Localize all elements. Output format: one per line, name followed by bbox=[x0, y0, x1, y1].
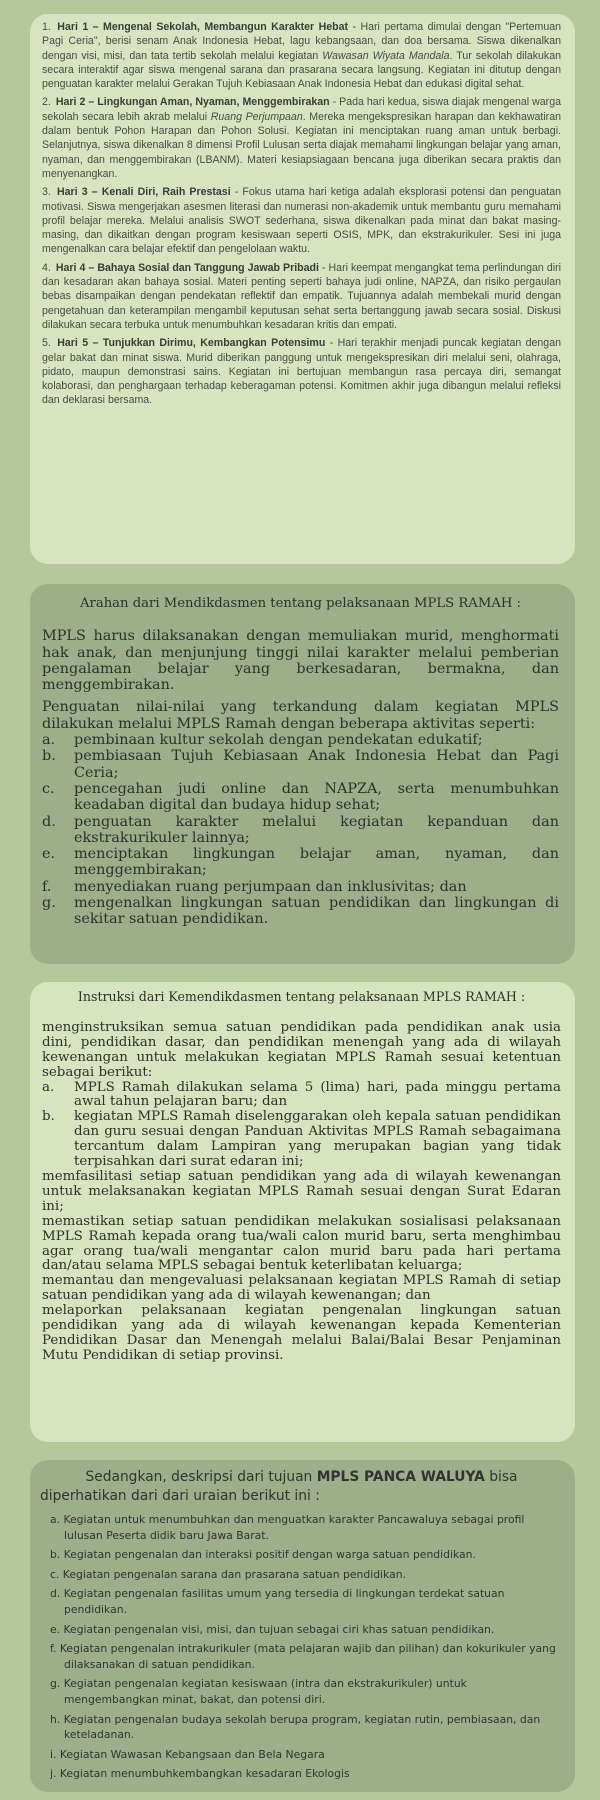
list-item: e. menciptakan lingkungan belajar aman, nyaman, dan menggembirakan; bbox=[42, 846, 559, 879]
list-item: j. Kegiatan menumbuhkembangkan kesadaran Ekologis bbox=[50, 1767, 350, 1781]
list-item: b. Kegiatan pengenalan dan interaksi positif dengan warga satuan pendidikan. bbox=[50, 1548, 476, 1562]
program-name: MPLS PANCA WALUYA bbox=[316, 1469, 485, 1485]
day-title: Hari 1 – Mengenal Sekolah, Membangun Karakter Hebat bbox=[57, 21, 349, 33]
day-title: Hari 4 – Bahaya Sosial dan Tanggung Jawab Pribadi bbox=[55, 261, 319, 274]
list-item: c. Kegiatan pengenalan sarana dan prasarana satuan pendidikan. bbox=[50, 1567, 407, 1581]
list-item: a. Kegiatan untuk menumbuhkan dan menguatkan karakter Pancawaluya sebagai profil lulusan Peserta didik baru Jawa Barat. bbox=[50, 1513, 525, 1542]
list-item: 3. Hari 3 – Kenali Diri, Raih Prestasi - Fokus utama hari ketiga adalah eksplorasi potensi dan penguatan motivasi. Siswa mengerjakan asesmen literasi dan numerasi non-akademik untuk membantu guru memahami profil belajar mereka. Melalui analisis SWOT sederhana, siswa dikenalkan pada minat dan bakat masing-masing, dan dikaitkan dengan program kesiswaan seperti OSIS, MPK, dan ekstrakurikuler. Sesi ini juga mengenalkan cara belajar efektif dan pengelolaan waktu. bbox=[42, 186, 561, 256]
list-item: b. kegiatan MPLS Ramah diselenggarakan oleh kepala satuan pendidikan dan guru sesuai dengan Panduan Aktivitas MPLS Ramah sebagaimana tercantum dalam Lampiran yang merupakan bagian yang tidak terpisahkan dari surat edaran ini; bbox=[42, 1109, 561, 1170]
day-title: Hari 2 – Lingkungan Aman, Nyaman, Menggembirakan bbox=[55, 96, 330, 109]
day-list bbox=[42, 20, 561, 408]
list-item: b. pembiasaan Tujuh Kebiasaan Anak Indonesia Hebat dan Pagi Ceria; bbox=[42, 748, 559, 781]
paragraph: MPLS harus dilaksanakan dengan memuliakan murid, menghormati hak anak, dan menjunjung tinggi nilai karakter melalui pemberian pengalaman belajar yang berkesadaran, bermakna, dan menggembirakan. bbox=[42, 628, 559, 694]
card-heading: Arahan dari Mendikdasmen tentang pelaksanaan MPLS RAMAH : bbox=[80, 596, 521, 611]
list-item: 4. Hari 4 – Bahaya Sosial dan Tanggung Jawab Pribadi - Hari keempat mengangkat tema perlindungan diri dan kesadaran akan bahaya sosial. Materi penting seperti bahaya judi online, NAPZA, dan risiko pergaulan bebas disampaikan dengan pendekatan reflektif dan empatik. Tujuannya adalah membekali murid dengan pengetahuan dan keterampilan mengambil keputusan sehat serta bertanggung jawab secara sosial. Diskusi dilakukan secara terbuka untuk menumbuhkan kesadaran kritis dan empati. bbox=[42, 261, 561, 331]
mendikdasmen-directives-card bbox=[30, 584, 575, 964]
paragraph: Penguatan nilai-nilai yang terkandung dalam kegiatan MPLS dilakukan melalui MPLS Ramah dengan beberapa aktivitas seperti: bbox=[42, 699, 559, 732]
kemendikdasmen-instructions-card bbox=[30, 982, 575, 1442]
five-days-program-card bbox=[30, 14, 575, 564]
panca-waluya-card bbox=[30, 1460, 575, 1792]
list-item: a. pembinaan kultur sekolah dengan pendekatan edukatif; bbox=[42, 732, 483, 749]
list-item: f. Kegiatan pengenalan intrakurikuler (mata pelajaran wajib dan pilihan) dan kokurikuler yang dilaksanakan di satuan pendidikan. bbox=[50, 1642, 556, 1671]
list-item: g. Kegiatan pengenalan kegiatan kesiswaan (intra dan ekstrakurikuler) untuk mengembangkan minat, bakat, dan potensi diri. bbox=[50, 1677, 467, 1706]
list-item: c. pencegahan judi online dan NAPZA, serta menumbuhkan keadaban digital dan budaya hidup sehat; bbox=[42, 780, 559, 814]
list-item: 2. Hari 2 – Lingkungan Aman, Nyaman, Menggembirakan - Pada hari kedua, siswa diajak mengenal warga sekolah secara lebih akrab melalui Ruang Perjumpaan. Mereka mengekspresikan harapan dan kekhawatiran dalam bentuk Pohon Harapan dan Pohon Solusi. Kegiatan ini menciptakan ruang aman untuk berbagi. Selanjutnya, siswa dikenalkan 8 dimensi Profil Lulusan serta diajak memahami lingkungan belajar yang aman, nyaman, dan menggembirakan (LBANM). Materi kesiapsiagaan bencana juga diberikan secara praktis dan menyenangkan. bbox=[42, 96, 561, 180]
list-item: f. menyediakan ruang perjumpaan dan inklusivitas; dan bbox=[42, 878, 467, 895]
paragraph: memfasilitasi setiap satuan pendidikan yang ada di wilayah kewenangan untuk melaksanakan kegiatan MPLS Ramah sesuai dengan Surat Edaran ini; bbox=[42, 1168, 561, 1214]
goal-list bbox=[40, 1512, 563, 1782]
list-item: 5. Hari 5 – Tunjukkan Dirimu, Kembangkan Potensimu - Hari terakhir menjadi puncak kegiatan dengan gelar bakat dan minat siswa. Murid diberikan panggung untuk mengekspresikan diri melalui seni, olahraga, pidato, maupun demonstrasi sains. Kegiatan ini bertujuan membangun rasa percaya diri, semangat kolaborasi, dan penghargaan terhadap keberagaman potensi. Komitmen akhir juga dibangun melalui refleksi dan deklarasi bersama. bbox=[42, 337, 561, 407]
paragraph: melaporkan pelaksanaan kegiatan pengenalan lingkungan satuan pendidikan yang ada di wilayah kewenangan kepada Kementerian Pendidikan Dasar dan Menengah melalui Balai/Balai Besar Penjaminan Mutu Pendidikan di setiap provinsi. bbox=[42, 1303, 561, 1363]
paragraph: memastikan setiap satuan pendidikan melakukan sosialisasi pelaksanaan MPLS Ramah kepada orang tua/wali calon murid baru, serta menghimbau agar orang tua/wali mengantar calon murid baru pada hari pertama dan/atau selama MPLS sebagai bentuk keterlibatan keluarga; bbox=[42, 1213, 561, 1274]
day-title: Hari 5 – Tunjukkan Dirimu, Kembangkan Potensimu bbox=[57, 337, 326, 350]
list-item: a. MPLS Ramah dilakukan selama 5 (lima) hari, pada minggu pertama awal tahun pelajaran baru; dan bbox=[42, 1079, 561, 1110]
activity-list bbox=[42, 732, 559, 928]
list-item: 1. Hari 1 – Mengenal Sekolah, Membangun Karakter Hebat - Hari pertama dimulai dengan "Pertemuan Pagi Ceria", berisi senam Anak Indonesia Hebat, lagu kebangsaan, dan doa bersama. Siswa dikenalkan dengan visi, misi, dan tata tertib sekolah melalui kegiatan Wawasan Wiyata Mandala. Tur sekolah dilakukan secara interaktif agar siswa mengenal sarana dan prasarana secara langsung. Kegiatan ini ditutup dengan penguatan karakter melalui Gerakan Tujuh Kebiasaan Anak Indonesia Hebat dan edukasi digital sehat. bbox=[42, 21, 561, 91]
instruction-list bbox=[42, 1081, 561, 1170]
list-item: i. Kegiatan Wawasan Kebangsaan dan Bela Negara bbox=[50, 1747, 325, 1761]
list-item: g. mengenalkan lingkungan satuan pendidikan dan lingkungan di sekitar satuan pendidikan. bbox=[42, 895, 559, 928]
list-item: h. Kegiatan pengenalan budaya sekolah berupa program, kegiatan rutin, pembiasaan, dan keteladanan. bbox=[50, 1712, 541, 1742]
paragraph: menginstruksikan semua satuan pendidikan pada pendidikan anak usia dini, pendidikan dasar, dan pendidikan menengah yang ada di wilayah kewenangan untuk melakukan kegiatan MPLS Ramah sesuai ketentuan sebagai berikut: bbox=[42, 1019, 561, 1080]
card-intro: Sedangkan, deskripsi dari tujuan MPLS PANCA WALUYA bisa diperhatikan dari dari uraian berikut ini : bbox=[40, 1469, 518, 1504]
list-item: e. Kegiatan pengenalan visi, misi, dan tujuan sebagai ciri khas satuan pendidikan. bbox=[50, 1622, 495, 1636]
list-item: d. Kegiatan pengenalan fasilitas umum yang tersedia di lingkungan terdekat satuan pendidikan. bbox=[50, 1587, 505, 1616]
day-title: Hari 3 – Kenali Diri, Raih Prestasi bbox=[56, 186, 231, 199]
card-heading: Instruksi dari Kemendikdasmen tentang pelaksanaan MPLS RAMAH : bbox=[77, 989, 526, 1004]
list-item: d. penguatan karakter melalui kegiatan kepanduan dan ekstrakurikuler lainnya; bbox=[42, 813, 559, 846]
paragraph: memantau dan mengevaluasi pelaksanaan kegiatan MPLS Ramah di setiap satuan pendidikan yang ada di wilayah kewenangan; dan bbox=[42, 1273, 561, 1304]
